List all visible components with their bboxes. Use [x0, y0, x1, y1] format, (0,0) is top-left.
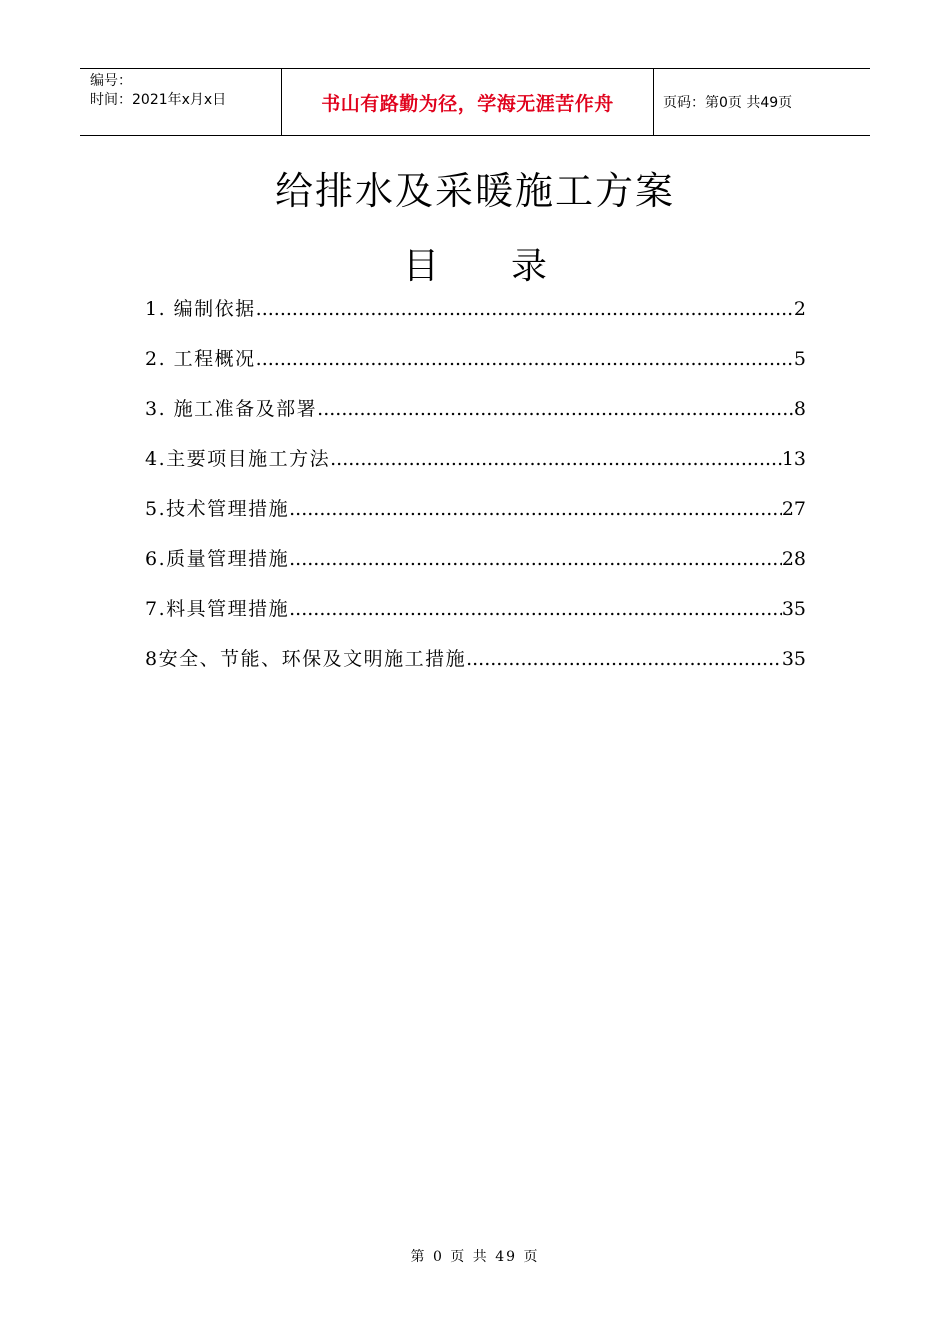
- toc-heading-char-2: 录: [511, 246, 548, 287]
- toc-item-label: 8安全、节能、环保及文明施工措施: [145, 648, 467, 670]
- toc-item[interactable]: [145, 494, 806, 544]
- toc-item[interactable]: [145, 394, 806, 444]
- toc-item-page: 27: [781, 498, 806, 520]
- toc-item-page: 8: [793, 398, 806, 420]
- toc-item[interactable]: [145, 444, 806, 494]
- toc-item[interactable]: [145, 544, 806, 594]
- header-meta: [80, 69, 281, 135]
- toc-item-page: 35: [781, 598, 806, 620]
- toc-item-label: 1. 编制依据: [145, 298, 256, 320]
- toc-item-page: 28: [781, 548, 806, 570]
- page-footer: 第 0 页 共 49 页: [410, 1249, 540, 1265]
- toc-item[interactable]: [145, 294, 806, 344]
- table-of-contents: [145, 294, 806, 694]
- toc-item-label: 4.主要项目施工方法: [145, 448, 331, 470]
- toc-leader-dots: [466, 648, 782, 670]
- toc-item-label: 2. 工程概况: [145, 348, 256, 370]
- header-motto-cell: [281, 69, 654, 135]
- toc-item-label: 3. 施工准备及部署: [145, 398, 318, 420]
- page-header: [80, 68, 870, 136]
- toc-item[interactable]: [145, 644, 806, 694]
- header-page-cell: [654, 69, 870, 135]
- toc-heading: [0, 238, 950, 289]
- toc-item-page: 2: [793, 298, 806, 320]
- toc-item-page: 5: [793, 348, 806, 370]
- toc-item-page: 35: [781, 648, 806, 670]
- toc-item-label: 6.质量管理措施: [145, 548, 290, 570]
- toc-leader-dots: [330, 448, 782, 470]
- toc-leader-dots: [289, 498, 782, 520]
- toc-heading-char-1: 目: [402, 246, 439, 287]
- toc-item[interactable]: [145, 344, 806, 394]
- motto-text: 书山有路勤为径，学海无涯苦作舟: [321, 92, 614, 115]
- toc-leader-dots: [289, 598, 782, 620]
- page-info: 页码：第0页 共49页: [663, 95, 793, 111]
- toc-leader-dots: [256, 348, 794, 370]
- toc-item-label: 7.料具管理措施: [145, 598, 290, 620]
- toc-item[interactable]: [145, 594, 806, 644]
- toc-leader-dots: [317, 398, 794, 420]
- toc-item-label: 5.技术管理措施: [145, 498, 290, 520]
- toc-leader-dots: [289, 548, 782, 570]
- toc-item-page: 13: [781, 448, 806, 470]
- toc-leader-dots: [256, 298, 794, 320]
- date-label: 时间：2021年x月x日: [90, 92, 227, 108]
- document-title: 给排水及采暖施工方案: [274, 169, 675, 213]
- code-label: 编号：: [90, 73, 132, 89]
